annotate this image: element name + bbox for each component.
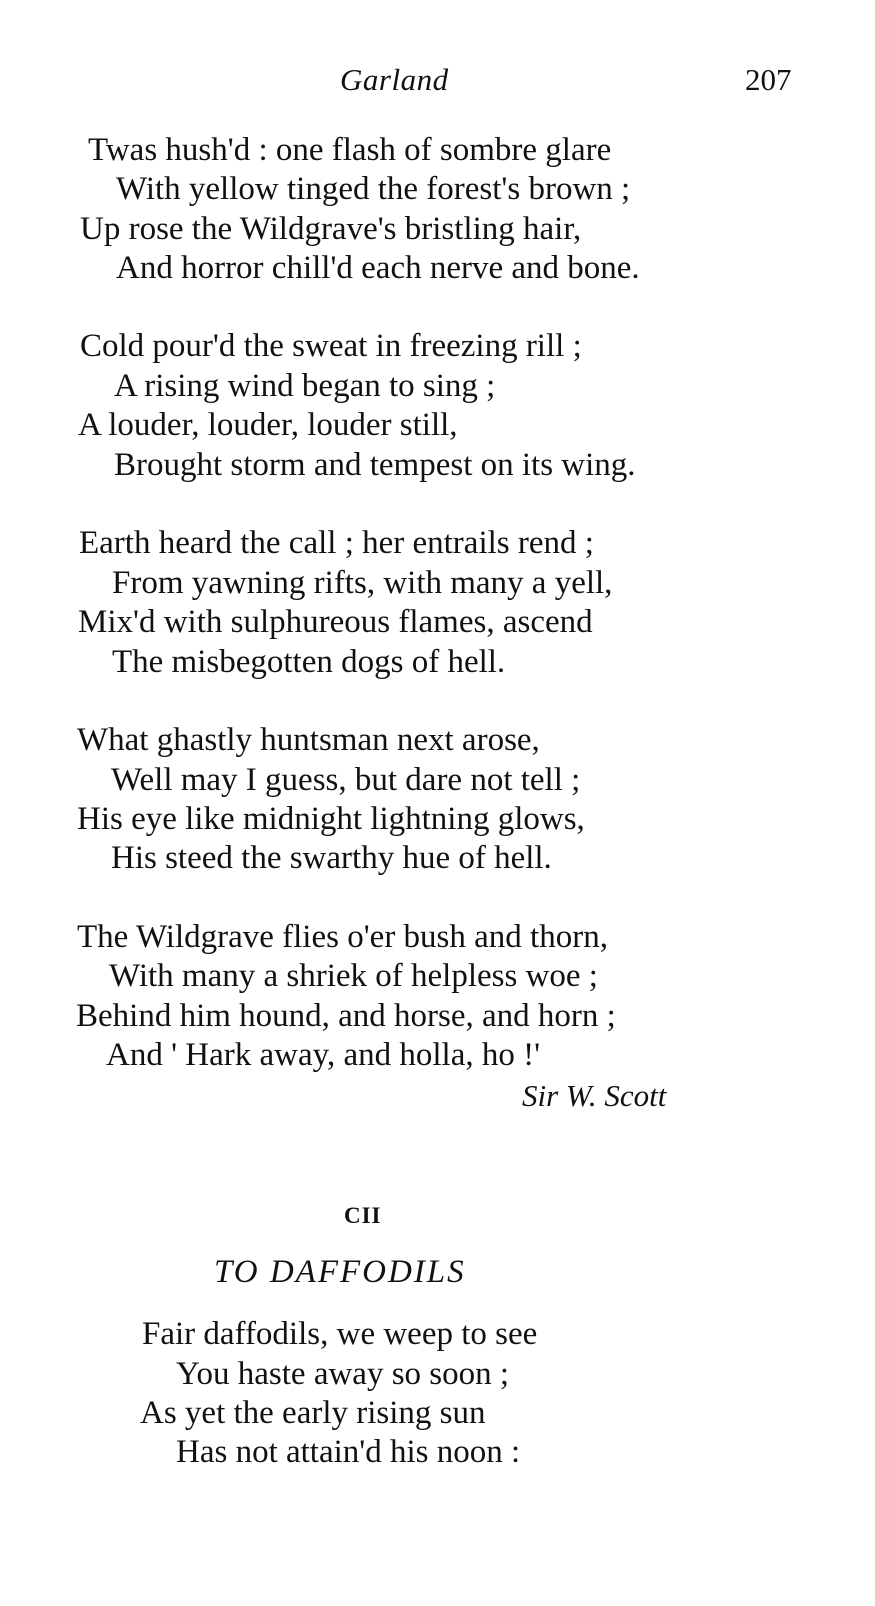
verse-line: Brought storm and tempest on its wing. — [114, 447, 636, 483]
verse-line: Behind him hound, and horse, and horn ; — [76, 998, 616, 1034]
verse-line: A rising wind began to sing ; — [114, 368, 496, 404]
verse-line: A louder, louder, louder still, — [78, 407, 458, 443]
verse-line: His eye like midnight lightning glows, — [77, 801, 585, 837]
verse-line: Mix'd with sulphureous flames, ascend — [78, 604, 593, 640]
verse-line: With many a shriek of helpless woe ; — [109, 958, 598, 994]
verse-line: And ' Hark away, and holla, ho !' — [106, 1037, 541, 1073]
verse-line: Earth heard the call ; her entrails rend ; — [79, 525, 594, 561]
verse-line: Cold pour'd the sweat in freezing rill ; — [80, 328, 582, 364]
poem-number: CII — [344, 1203, 382, 1228]
verse-line: Fair daffodils, we weep to see — [142, 1316, 538, 1352]
verse-line: As yet the early rising sun — [140, 1395, 486, 1431]
verse-line: What ghastly huntsman next arose, — [77, 722, 540, 758]
verse-line: With yellow tinged the forest's brown ; — [116, 171, 631, 207]
verse-line: Well may I guess, but dare not tell ; — [111, 762, 581, 798]
verse-line: You haste away so soon ; — [176, 1356, 510, 1392]
poem-title: TO DAFFODILS — [214, 1254, 466, 1290]
verse-line: Has not attain'd his noon : — [176, 1434, 521, 1470]
poem-attribution: Sir W. Scott — [522, 1078, 667, 1113]
verse-line: Twas hush'd : one flash of sombre glare — [88, 132, 612, 168]
verse-line: From yawning rifts, with many a yell, — [112, 565, 613, 601]
verse-line: The Wildgrave flies o'er bush and thorn, — [77, 919, 608, 955]
verse-line: His steed the swarthy hue of hell. — [111, 840, 552, 876]
running-title: Garland — [340, 62, 449, 97]
verse-line: Up rose the Wildgrave's bristling hair, — [80, 211, 582, 247]
page-number: 207 — [745, 62, 792, 97]
verse-line: And horror chill'd each nerve and bone. — [116, 250, 640, 286]
verse-line: The misbegotten dogs of hell. — [112, 644, 506, 680]
running-head — [0, 62, 875, 102]
